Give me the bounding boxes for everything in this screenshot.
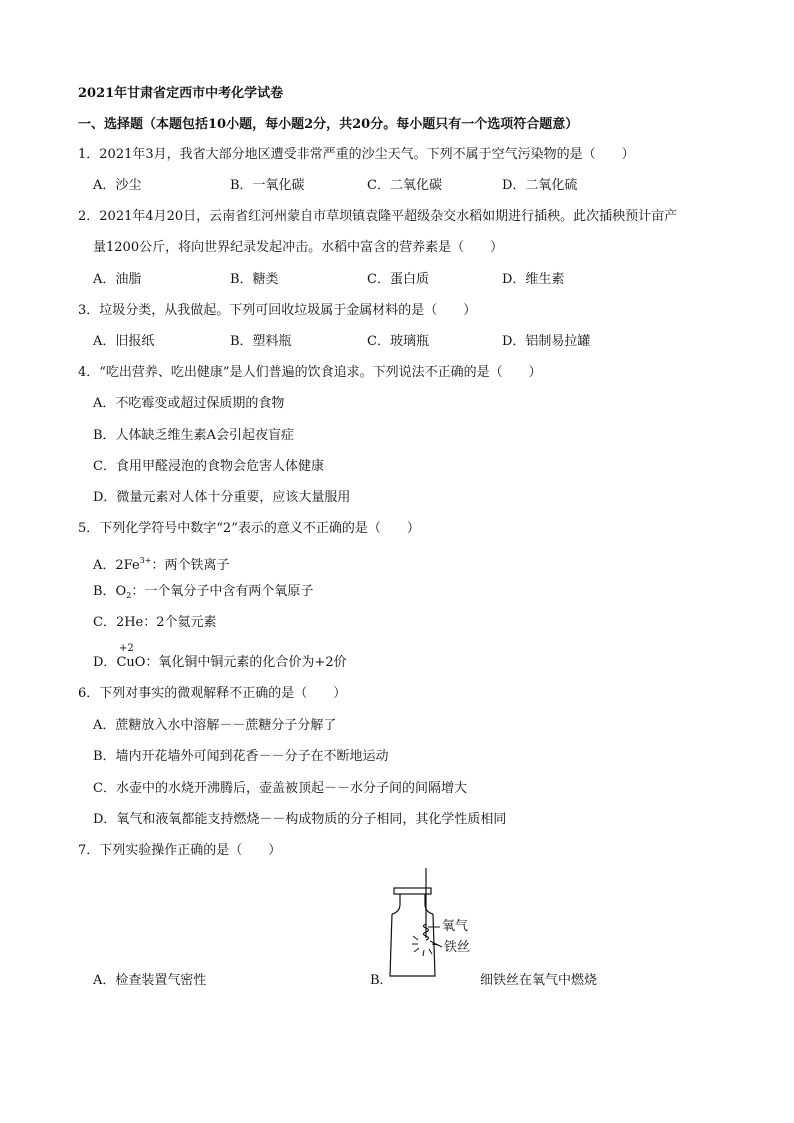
label-oxygen: 氧气 bbox=[442, 919, 469, 934]
q7-option-a: A．检查装置气密性 bbox=[93, 973, 207, 988]
question-2-stem-line1: 2．2021年4月20日，云南省红河州蒙自市草坝镇袁隆平超级杂交水稻如期进行插秧。此次插秧预计亩产 bbox=[78, 209, 678, 224]
q5-b-subscript: 2 bbox=[126, 591, 132, 600]
q5-a-charge: 3+ bbox=[139, 556, 152, 565]
question-2-stem-line2: 量1200公斤，将向世界纪录发起冲击。水稻中富含的营养素是（ ） bbox=[93, 240, 504, 255]
q7-option-b: B． bbox=[370, 973, 393, 988]
q5-option-d bbox=[93, 655, 347, 671]
q4-option-a: A．不吃霉变或超过保质期的食物 bbox=[93, 396, 285, 411]
question-4-stem: 4．“吃出营养、吃出健康”是人们普遍的饮食追求。下列说法不正确的是（ ） bbox=[78, 365, 542, 380]
q6-option-a: A．蔗糖放入水中溶解－－蔗糖分子分解了 bbox=[93, 718, 337, 733]
q1-option-c: C．二氧化碳 bbox=[367, 178, 442, 193]
q5-d-label: D． bbox=[93, 655, 117, 670]
q3-option-d: D．铝制易拉罐 bbox=[502, 334, 591, 349]
q2-option-b: B．糖类 bbox=[230, 272, 279, 287]
question-5-stem: 5．下列化学符号中数字“2”表示的意义不正确的是（ ） bbox=[78, 521, 420, 536]
q4-option-b: B．人体缺乏维生素A会引起夜盲症 bbox=[93, 428, 294, 443]
q2-option-c: C．蛋白质 bbox=[367, 272, 429, 287]
question-3-stem: 3．垃圾分类，从我做起。下列可回收垃圾属于金属材料的是（ ） bbox=[78, 303, 477, 318]
q5-b-text: ：一个氧分子中含有两个氧原子 bbox=[131, 584, 314, 599]
q6-option-c: C．水壶中的水烧开沸腾后，壶盖被顶起－－水分子间的间隔增大 bbox=[93, 781, 467, 796]
q6-option-d: D．氧气和液氧都能支持燃烧－－构成物质的分子相同，其化学性质相同 bbox=[93, 812, 507, 827]
q3-option-a: A．旧报纸 bbox=[93, 334, 155, 349]
q2-option-a: A．油脂 bbox=[93, 272, 142, 287]
question-1-stem: 1．2021年3月，我省大部分地区遭受非常严重的沙尘天气。下列不属于空气污染物的是（ ） bbox=[78, 147, 635, 162]
q5-d-valence: +2 bbox=[119, 643, 134, 654]
label-iron-wire: 铁丝 bbox=[444, 940, 471, 955]
q5-option-b bbox=[93, 584, 313, 604]
q1-option-b: B．一氧化碳 bbox=[230, 178, 305, 193]
q1-option-a: A．沙尘 bbox=[93, 178, 142, 193]
q5-d-formula: CuO bbox=[116, 655, 146, 670]
q4-option-d: D．微量元素对人体十分重要，应该大量服用 bbox=[93, 490, 351, 505]
iron-wire-combustion-figure bbox=[380, 866, 450, 984]
question-7-stem: 7．下列实验操作正确的是（ ） bbox=[78, 843, 282, 858]
q5-d-text: ：氧化铜中铜元素的化合价为+2价 bbox=[145, 655, 347, 670]
q5-a-text: ：两个铁离子 bbox=[151, 558, 230, 573]
q2-option-d: D．维生素 bbox=[502, 272, 565, 287]
q5-option-c: C．2He：2个氦元素 bbox=[93, 615, 217, 630]
section-heading: 一、选择题（本题包括10小题，每小题2分，共20分。每小题只有一个选项符合题意） bbox=[78, 117, 579, 132]
q1-option-d: D．二氧化硫 bbox=[502, 178, 578, 193]
exam-title: 2021年甘肃省定西市中考化学试卷 bbox=[78, 86, 284, 101]
q6-option-b: B．墙内开花墙外可闻到花香－－分子在不断地运动 bbox=[93, 749, 389, 764]
q7-option-b-caption: 细铁丝在氧气中燃烧 bbox=[480, 973, 598, 988]
q5-a-formula: A．2Fe bbox=[93, 558, 140, 573]
q5-option-a bbox=[93, 553, 229, 574]
q5-b-formula: B．O bbox=[93, 584, 127, 599]
q4-option-c: C．食用甲醛浸泡的食物会危害人体健康 bbox=[93, 459, 324, 474]
q3-option-c: C．玻璃瓶 bbox=[367, 334, 429, 349]
question-6-stem: 6．下列对事实的微观解释不正确的是（ ） bbox=[78, 686, 347, 701]
q3-option-b: B．塑料瓶 bbox=[230, 334, 292, 349]
